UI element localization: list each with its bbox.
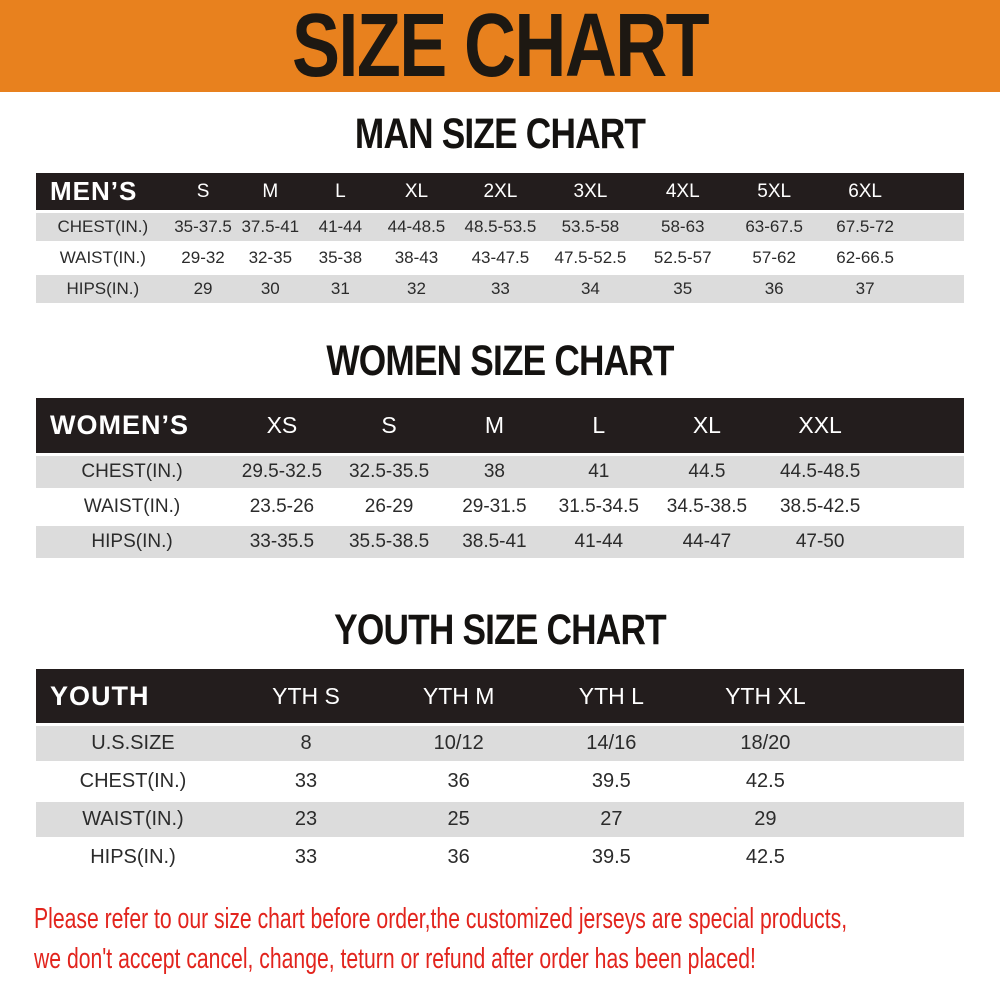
size-column-header: XXL — [763, 398, 878, 453]
size-value-cell: 25 — [382, 799, 535, 837]
youth-size-chart-title: YOUTH SIZE CHART — [334, 606, 666, 655]
table-header-row — [36, 669, 964, 723]
size-value-cell: 29-31.5 — [442, 488, 546, 523]
spacer-cell — [911, 241, 964, 272]
spacer-cell — [911, 272, 964, 303]
size-value-cell: 18/20 — [687, 723, 843, 761]
size-value-cell: 33 — [230, 837, 382, 875]
size-value-cell: 29 — [170, 272, 237, 303]
size-value-cell: 44-48.5 — [377, 210, 457, 241]
man-size-chart-section — [0, 112, 1000, 303]
youth-size-table — [36, 669, 964, 875]
size-column-header: 3XL — [545, 173, 637, 210]
table-row — [36, 241, 964, 272]
size-value-cell: 44.5-48.5 — [763, 453, 878, 488]
size-column-header: XL — [651, 398, 762, 453]
size-value-cell: 39.5 — [535, 837, 687, 875]
size-column-header: XS — [228, 398, 336, 453]
size-value-cell: 27 — [535, 799, 687, 837]
size-value-cell: 31.5-34.5 — [546, 488, 651, 523]
youth-size-chart-section — [0, 608, 1000, 875]
table-row — [36, 723, 964, 761]
size-value-cell: 8 — [230, 723, 382, 761]
size-value-cell: 44.5 — [651, 453, 762, 488]
size-value-cell: 33 — [456, 272, 544, 303]
size-value-cell: 34.5-38.5 — [651, 488, 762, 523]
table-row — [36, 272, 964, 303]
size-value-cell: 67.5-72 — [819, 210, 911, 241]
size-value-cell: 32 — [377, 272, 457, 303]
spacer-cell — [843, 669, 964, 723]
size-value-cell: 39.5 — [535, 761, 687, 799]
size-value-cell: 52.5-57 — [636, 241, 729, 272]
size-value-cell: 53.5-58 — [545, 210, 637, 241]
disclaimer-line-2: we don't accept cancel, change, teturn or refund after order has been placed! — [34, 943, 756, 976]
row-label: WAIST(IN.) — [36, 488, 228, 523]
size-value-cell: 35 — [636, 272, 729, 303]
size-value-cell: 29-32 — [170, 241, 237, 272]
size-column-header: YTH M — [382, 669, 535, 723]
row-label: CHEST(IN.) — [36, 453, 228, 488]
women-size-chart-title: WOMEN SIZE CHART — [326, 337, 674, 386]
spacer-cell — [878, 453, 964, 488]
table-title-cell: YOUTH — [36, 669, 230, 723]
table-row — [36, 837, 964, 875]
size-value-cell: 36 — [382, 761, 535, 799]
size-value-cell: 35.5-38.5 — [336, 523, 443, 558]
size-column-header: 4XL — [636, 173, 729, 210]
size-value-cell: 47-50 — [763, 523, 878, 558]
spacer-cell — [878, 398, 964, 453]
spacer-cell — [878, 523, 964, 558]
spacer-cell — [843, 837, 964, 875]
size-value-cell: 62-66.5 — [819, 241, 911, 272]
size-column-header: 5XL — [729, 173, 819, 210]
size-value-cell: 38-43 — [377, 241, 457, 272]
row-label: HIPS(IN.) — [36, 272, 170, 303]
spacer-cell — [911, 210, 964, 241]
size-value-cell: 48.5-53.5 — [456, 210, 544, 241]
size-value-cell: 63-67.5 — [729, 210, 819, 241]
size-value-cell: 58-63 — [636, 210, 729, 241]
row-label: WAIST(IN.) — [36, 241, 170, 272]
table-row — [36, 523, 964, 558]
size-value-cell: 32-35 — [236, 241, 304, 272]
disclaimer-line-1: Please refer to our size chart before order,the customized jerseys are special products, — [34, 903, 848, 936]
size-value-cell: 38.5-41 — [442, 523, 546, 558]
size-column-header: M — [236, 173, 304, 210]
row-label: CHEST(IN.) — [36, 761, 230, 799]
table-row — [36, 488, 964, 523]
size-value-cell: 31 — [304, 272, 376, 303]
size-value-cell: 35-37.5 — [170, 210, 237, 241]
table-title-cell: WOMEN’S — [36, 398, 228, 453]
spacer-cell — [911, 173, 964, 210]
size-value-cell: 33-35.5 — [228, 523, 336, 558]
size-column-header: L — [304, 173, 376, 210]
size-value-cell: 36 — [729, 272, 819, 303]
size-value-cell: 57-62 — [729, 241, 819, 272]
table-title-cell: MEN’S — [36, 173, 170, 210]
size-column-header: YTH XL — [687, 669, 843, 723]
table-row — [36, 799, 964, 837]
size-value-cell: 26-29 — [336, 488, 443, 523]
row-label: HIPS(IN.) — [36, 523, 228, 558]
banner-title: SIZE CHART — [292, 0, 708, 92]
row-label: U.S.SIZE — [36, 723, 230, 761]
size-value-cell: 41 — [546, 453, 651, 488]
row-label: WAIST(IN.) — [36, 799, 230, 837]
row-label: HIPS(IN.) — [36, 837, 230, 875]
disclaimer — [0, 899, 1000, 979]
women-size-table — [36, 398, 964, 558]
size-value-cell: 36 — [382, 837, 535, 875]
size-value-cell: 37.5-41 — [236, 210, 304, 241]
size-value-cell: 42.5 — [687, 761, 843, 799]
table-header-row — [36, 398, 964, 453]
size-column-header: 6XL — [819, 173, 911, 210]
row-label: CHEST(IN.) — [36, 210, 170, 241]
banner — [0, 0, 1000, 92]
spacer-cell — [843, 723, 964, 761]
table-header-row — [36, 173, 964, 210]
size-column-header: L — [546, 398, 651, 453]
size-value-cell: 43-47.5 — [456, 241, 544, 272]
size-column-header: M — [442, 398, 546, 453]
table-row — [36, 453, 964, 488]
size-column-header: S — [170, 173, 237, 210]
size-column-header: 2XL — [456, 173, 544, 210]
size-column-header: YTH L — [535, 669, 687, 723]
size-value-cell: 41-44 — [546, 523, 651, 558]
size-column-header: S — [336, 398, 443, 453]
size-value-cell: 33 — [230, 761, 382, 799]
spacer-cell — [843, 761, 964, 799]
table-row — [36, 761, 964, 799]
size-value-cell: 41-44 — [304, 210, 376, 241]
size-value-cell: 38 — [442, 453, 546, 488]
women-size-chart-section — [0, 339, 1000, 558]
size-value-cell: 47.5-52.5 — [545, 241, 637, 272]
man-size-chart-title: MAN SIZE CHART — [354, 110, 646, 158]
size-value-cell: 35-38 — [304, 241, 376, 272]
size-value-cell: 34 — [545, 272, 637, 303]
spacer-cell — [878, 488, 964, 523]
table-row — [36, 210, 964, 241]
size-value-cell: 38.5-42.5 — [763, 488, 878, 523]
man-size-table — [36, 173, 964, 303]
size-value-cell: 30 — [236, 272, 304, 303]
size-column-header: YTH S — [230, 669, 382, 723]
size-value-cell: 29.5-32.5 — [228, 453, 336, 488]
size-value-cell: 23.5-26 — [228, 488, 336, 523]
spacer-cell — [843, 799, 964, 837]
size-value-cell: 14/16 — [535, 723, 687, 761]
size-value-cell: 10/12 — [382, 723, 535, 761]
size-value-cell: 42.5 — [687, 837, 843, 875]
size-value-cell: 32.5-35.5 — [336, 453, 443, 488]
size-value-cell: 29 — [687, 799, 843, 837]
size-value-cell: 44-47 — [651, 523, 762, 558]
size-value-cell: 23 — [230, 799, 382, 837]
size-value-cell: 37 — [819, 272, 911, 303]
size-column-header: XL — [377, 173, 457, 210]
